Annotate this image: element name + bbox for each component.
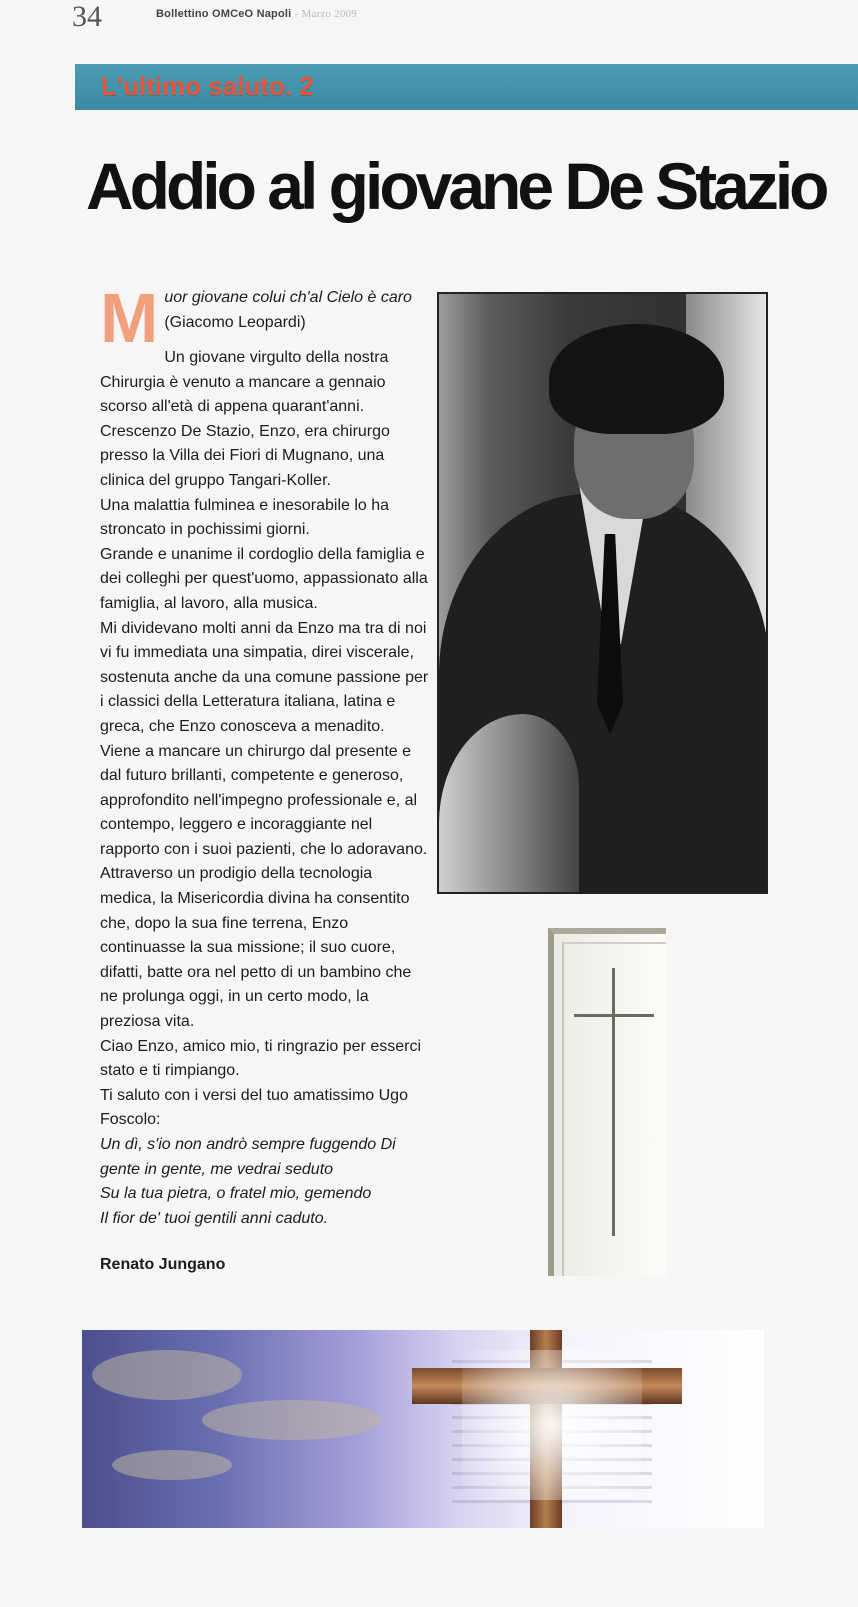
cloud-shape [202, 1400, 382, 1440]
poem-line: Il fior de' tuoi gentili anni caduto. [100, 1209, 329, 1227]
light-glow [462, 1350, 642, 1500]
running-header [156, 8, 357, 20]
epigraph [100, 279, 430, 357]
cross-icon-horizontal [574, 1014, 654, 1017]
paragraph: Crescenzo De Stazio, Enzo, era chirurgo presso la Villa dei Fiori di Mugnano, una clinica del gruppo Tangari-Koller. [100, 422, 390, 489]
paragraph: Attraverso un prodigio della tecnologia medica, la Misericordia divina ha consentito che, dopo la sua fine terrena, Enzo continuasse la sua missione; il suo cuore, difatti, batte ora nel petto di un bambino che ne prolunga oggi, in un certo modo, la preziosa vita. [100, 865, 412, 1031]
paragraph: Viene a mancare un chirurgo dal presente e dal futuro brillanti, competente e generoso, approfondito nell'impegno professionale e, al contempo, leggero e incoraggiante nel rapporto con i suoi pazienti, che lo adoravano. [100, 742, 428, 858]
section-banner [75, 64, 858, 110]
epigraph-author: (Giacomo Leopardi) [164, 313, 306, 331]
portrait-photo [437, 292, 768, 894]
paragraph: Una malattia fulminea e inesorabile lo ha stroncato in pochissimi giorni. [100, 496, 390, 539]
sky-cross-image [82, 1330, 764, 1528]
cloud-shape [92, 1350, 242, 1400]
paragraph: Grande e unanime il cordoglio della famiglia e dei colleghi per quest'uomo, appassionato alla famiglia, al lavoro, alla musica. [100, 545, 428, 612]
section-title: L'ultimo saluto. 2 [101, 71, 314, 101]
issue-date-separator: - [294, 8, 302, 20]
cloud-shape [112, 1450, 232, 1480]
cross-illustration-frame [548, 928, 666, 1276]
paragraph: Ciao Enzo, amico mio, ti ringrazio per esserci stato e ti rimpiango. [100, 1037, 422, 1080]
page-number: 34 [72, 0, 102, 33]
drop-cap: M [100, 279, 159, 357]
photo-hair [549, 324, 724, 434]
poem-line: Un dì, s'io non andrò sempre fuggendo Di gente in gente, me vedrai seduto [100, 1136, 396, 1178]
paragraph: Ti saluto con i versi del tuo amatissimo Ugo Foscolo: [100, 1086, 408, 1129]
article-body [100, 279, 430, 1278]
paragraph: Mi dividevano molti anni da Enzo ma tra di noi vi fu immediata una simpatia, direi viscerale, sostenuta anche da una comune passione per i classici della Letteratura italiana, latina e greca, che Enzo conosceva a menadito. [100, 619, 429, 735]
epigraph-quote: uor giovane colui ch'al Cielo è caro [164, 289, 412, 306]
issue-date: Marzo 2009 [301, 8, 357, 20]
article-headline: Addio al giovane De Stazio [86, 149, 826, 223]
publication-name: Bollettino OMCeO Napoli [156, 8, 292, 20]
paragraph: Un giovane virgulto della nostra Chirurgia è venuto a mancare a gennaio scorso all'età di appena quarant'anni. [100, 349, 389, 416]
author-signature: Renato Jungano [100, 1256, 226, 1274]
poem-line: Su la tua pietra, o fratel mio, gemendo [100, 1185, 372, 1203]
cross-icon-vertical [612, 968, 615, 1236]
